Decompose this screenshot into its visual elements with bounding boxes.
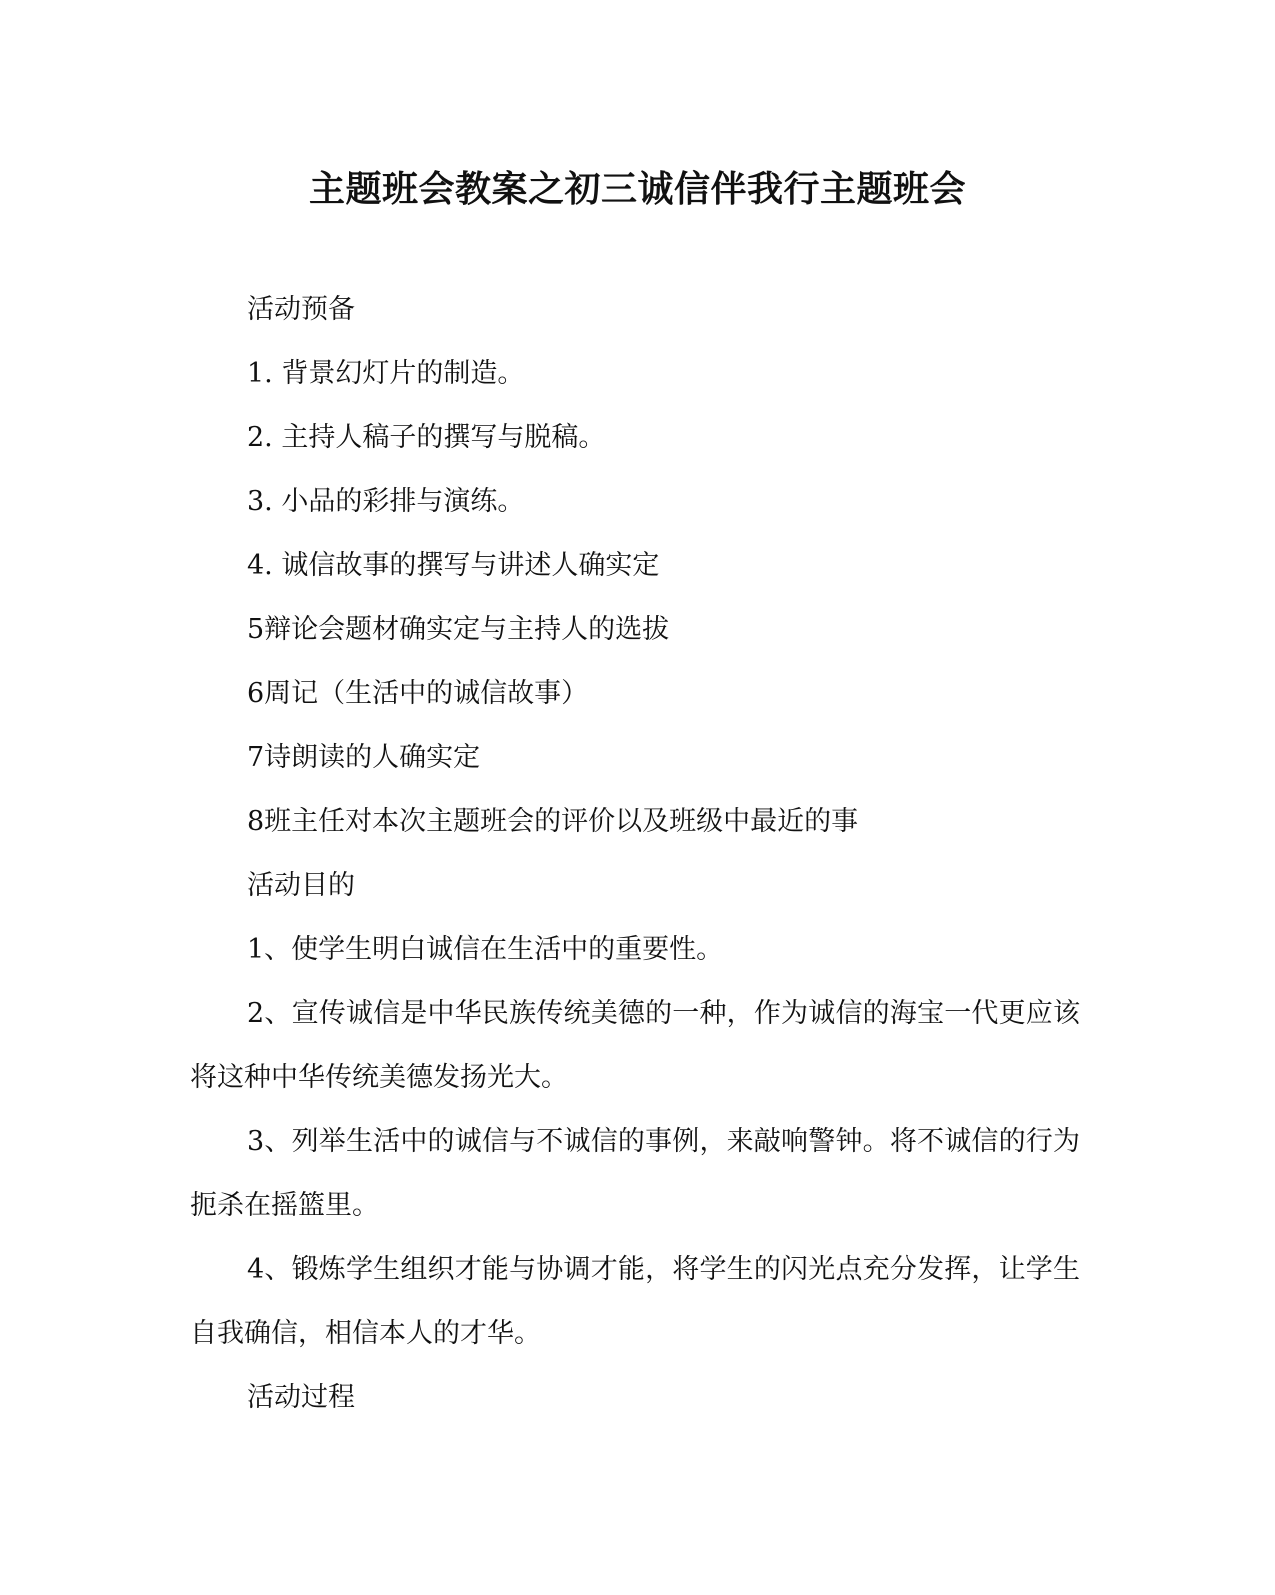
list-item: 1、使学生明白诚信在生活中的重要性。	[247, 934, 724, 965]
list-item: 4、锻炼学生组织才能与协调才能，将学生的闪光点充分发挥，让学生自我确信，相信本人的才华。	[190, 1254, 1080, 1349]
section-heading-process: 活动过程	[247, 1382, 355, 1413]
list-item: 6周记（生活中的诚信故事）	[247, 678, 589, 709]
list-item: 5辩论会题材确实定与主持人的选拔	[247, 614, 670, 645]
document-title: 主题班会教案之初三诚信伴我行主题班会	[308, 169, 966, 210]
list-item: 8班主任对本次主题班会的评价以及班级中最近的事	[247, 806, 859, 837]
list-item: 3、列举生活中的诚信与不诚信的事例，来敲响警钟。将不诚信的行为扼杀在摇篮里。	[190, 1126, 1080, 1221]
section-heading-preparation: 活动预备	[247, 294, 355, 325]
list-item: 2. 主持人稿子的撰写与脱稿。	[247, 422, 606, 453]
list-item: 3. 小品的彩排与演练。	[247, 486, 525, 517]
list-item: 4. 诚信故事的撰写与讲述人确实定	[247, 550, 660, 581]
document-body	[190, 278, 1080, 1430]
list-item: 7诗朗读的人确实定	[247, 742, 481, 773]
list-item: 2、宣传诚信是中华民族传统美德的一种，作为诚信的海宝一代更应该将这种中华传统美德发扬光大。	[190, 998, 1080, 1093]
list-item: 1. 背景幻灯片的制造。	[247, 358, 525, 389]
section-heading-purpose: 活动目的	[247, 870, 355, 901]
